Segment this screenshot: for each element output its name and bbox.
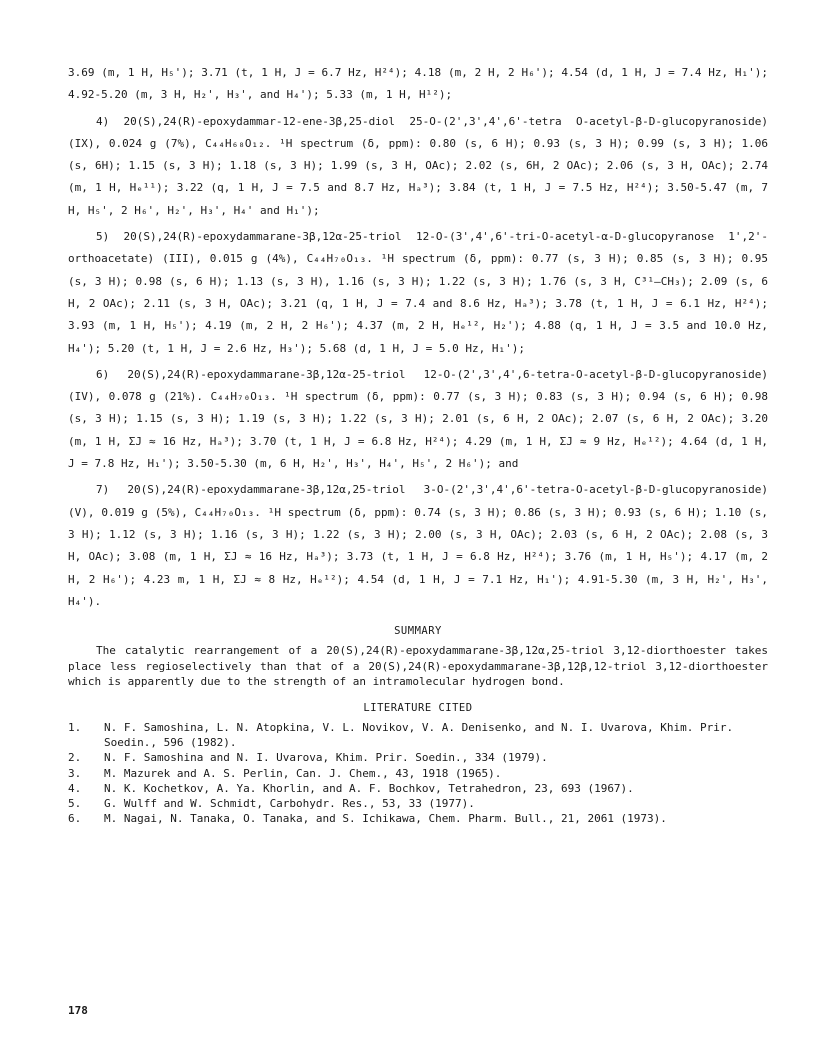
reference-number: 1. bbox=[68, 720, 82, 734]
literature-heading: LITERATURE CITED bbox=[363, 701, 473, 714]
reference-number: 6. bbox=[68, 812, 82, 826]
experimental-section bbox=[68, 62, 768, 613]
reference-item bbox=[68, 750, 768, 765]
reference-text: N. F. Samoshina and N. I. Uvarova, Khim. Prir. Soedin., 334 (1979). bbox=[104, 751, 548, 765]
reference-number: 4. bbox=[68, 781, 82, 795]
summary-heading: SUMMARY bbox=[394, 625, 442, 638]
page-number: 178 bbox=[68, 1004, 88, 1017]
summary-text: The catalytic rearrangement of a 20(S),24(R)-epoxydammarane-3β,12α,25-triol 3,12-diorthoester takes place less regioselectively than that of a 20(S),24(R)-epoxydammarane-3β,12β,12-triol 3,12-diorthoester which is apparently due to the strength of an intramolecular hydrogen bond. bbox=[68, 644, 768, 689]
reference-text: G. Wulff and W. Schmidt, Carbohydr. Res., 53, 33 (1977). bbox=[104, 797, 475, 811]
reference-text: M. Nagai, N. Tanaka, O. Tanaka, and S. Ichikawa, Chem. Pharm. Bull., 21, 2061 (1973). bbox=[104, 812, 667, 826]
reference-number: 2. bbox=[68, 751, 82, 765]
reference-text: N. K. Kochetkov, A. Ya. Khorlin, and A. F. Bochkov, Tetrahedron, 23, 693 (1967). bbox=[104, 781, 634, 795]
page-content bbox=[68, 62, 768, 827]
reference-number: 5. bbox=[68, 797, 82, 811]
reference-number: 3. bbox=[68, 766, 82, 780]
compound-6-paragraph: 6) 20(S),24(R)-epoxydammarane-3β,12α-25-triol 12-O-(2',3',4',6-tetra-O-acetyl-β-D-glucopyranoside) (IV), 0.078 g (21%). C₄₄H₇₀O₁₃. ¹H spectrum (δ, ppm): 0.77 (s, 3 H); 0.83 (s, 3 H); 0.94 (s, 6 H); 0.98 (s, 3 H); 1.15 (s, 3 H); 1.19 (s, 3 H); 1.22 (s, 3 H); 2.01 (s, 6 H, 2 OAc); 2.07 (s, 6 H, 2 OAc); 3.20 (m, 1 H, ΣJ ≈ 16 Hz, Hₐ³); 3.70 (t, 1 H, J = 6.8 Hz, H²⁴); 4.29 (m, 1 H, ΣJ ≈ 9 Hz, Hₑ¹²); 4.64 (d, 1 H, J = 7.8 Hz, H₁'); 3.50-5.30 (m, 6 H, H₂', H₃', H₄', H₅', 2 H₆'); and bbox=[68, 367, 768, 471]
reference-item bbox=[68, 811, 768, 826]
reference-list bbox=[68, 720, 768, 827]
compound-4-paragraph: 4) 20(S),24(R)-epoxydammar-12-ene-3β,25-diol 25-O-(2',3',4',6'-tetra O-acetyl-β-D-glucopyranoside) (IX), 0.024 g (7%), C₄₄H₆₈O₁₂. ¹H spectrum (δ, ppm): 0.80 (s, 6 H); 0.93 (s, 3 H); 0.99 (s, 3 H); 1.06 (s, 6H); 1.15 (s, 3 H); 1.18 (s, 3 H); 1.99 (s, 3 H, OAc); 2.02 (s, 6H, 2 OAc); 2.06 (s, 3 H, OAc); 2.74 (m, 1 H, Hₑ¹¹); 3.22 (q, 1 H, J = 7.5 and 8.7 Hz, Hₐ³); 3.84 (t, 1 H, J = 7.5 Hz, H²⁴); 3.50-5.47 (m, 7 H, H₅', 2 H₆', H₂', H₃', H₄' and H₁'); bbox=[68, 114, 768, 217]
experimental-paragraph: 3.69 (m, 1 H, H₅'); 3.71 (t, 1 H, J = 6.7 Hz, H²⁴); 4.18 (m, 2 H, 2 H₆'); 4.54 (d, 1 H, J = 7.4 Hz, H₁'); 4.92-5.20 (m, 3 H, H₂', H₃', and H₄'); 5.33 (m, 1 H, H¹²); bbox=[68, 66, 768, 102]
compound-5-paragraph: 5) 20(S),24(R)-epoxydammarane-3β,12α-25-triol 12-O-(3',4',6'-tri-O-acetyl-α-D-glucopyranose 1',2'-orthoacetate) (III), 0.015 g (4%), C₄₄H₇₀O₁₃. ¹H spectrum (δ, ppm): 0.77 (s, 3 H); 0.85 (s, 3 H); 0.95 (s, 3 H); 0.98 (s, 6 H); 1.13 (s, 3 H), 1.16 (s, 3 H); 1.22 (s, 3 H); 1.76 (s, 3 H, C³¹–CH₃); 2.09 (s, 6 H, 2 OAc); 2.11 (s, 3 H, OAc); 3.21 (q, 1 H, J = 7.4 and 8.6 Hz, Hₐ³); 3.78 (t, 1 H, J = 6.1 Hz, H²⁴); 3.93 (m, 1 H, H₅'); 4.19 (m, 2 H, 2 H₆'); 4.37 (m, 2 H, Hₑ¹², H₂'); 4.88 (q, 1 H, J = 3.5 and 10.0 Hz, H₄'); 5.20 (t, 1 H, J = 2.6 Hz, H₃'); 5.68 (d, 1 H, J = 5.0 Hz, H₁'); bbox=[68, 230, 768, 355]
summary-section bbox=[68, 643, 768, 690]
reference-item bbox=[68, 781, 768, 796]
reference-item bbox=[68, 766, 768, 781]
reference-text: M. Mazurek and A. S. Perlin, Can. J. Chem., 43, 1918 (1965). bbox=[104, 766, 502, 780]
reference-text: N. F. Samoshina, L. N. Atopkina, V. L. Novikov, V. A. Denisenko, and N. I. Uvarova, Khim. Prir. Soedin., 596 (1982). bbox=[104, 720, 734, 749]
compound-7-paragraph: 7) 20(S),24(R)-epoxydammarane-3β,12α,25-triol 3-O-(2',3',4',6'-tetra-O-acetyl-β-D-glucopyranoside) (V), 0.019 g (5%), C₄₄H₇₀O₁₃. ¹H spectrum (δ, ppm): 0.74 (s, 3 H); 0.86 (s, 3 H); 0.93 (s, 6 H); 1.10 (s, 3 H); 1.12 (s, 3 H); 1.16 (s, 3 H); 1.22 (s, 3 H); 2.00 (s, 3 H, OAc); 2.03 (s, 6 H, 2 OAc); 2.08 (s, 3 H, OAc); 3.08 (m, 1 H, ΣJ ≈ 16 Hz, Hₐ³); 3.73 (t, 1 H, J = 6.8 Hz, H²⁴); 3.76 (m, 1 H, H₅'); 4.17 (m, 2 H, 2 H₆'); 4.23 m, 1 H, ΣJ ≈ 8 Hz, Hₑ¹²); 4.54 (d, 1 H, J = 7.1 Hz, H₁'); 4.91-5.30 (m, 3 H, H₂', H₃', H₄'). bbox=[68, 483, 768, 608]
reference-item bbox=[68, 796, 768, 811]
reference-item bbox=[68, 720, 768, 751]
